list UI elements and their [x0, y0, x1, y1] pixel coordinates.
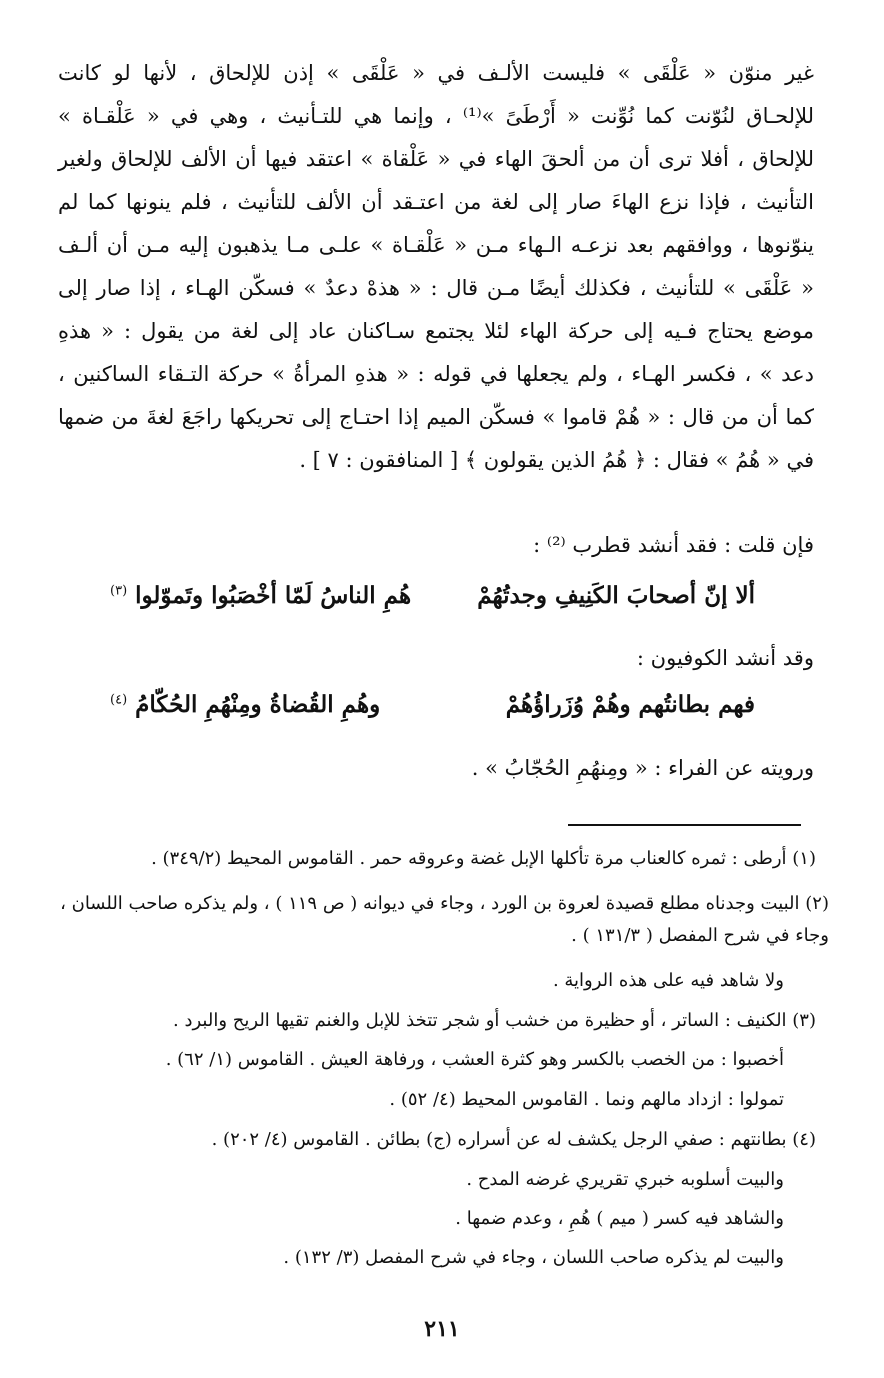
footnote-ref-3: (٣) [110, 583, 128, 599]
footnote-4-a: والبيت أسلوبه خبري تقريري غرضه المدح . [466, 1169, 784, 1190]
question-line: فإن قلت : فقد أنشد قطرب ⁽²⁾ : [533, 533, 814, 557]
footnote-4: (٤) بطانتهم : صفي الرجل يكشف له عن أسراره (ج) بطائن . القاموس (٤/ ٢٠٢) . [211, 1129, 816, 1150]
page-number: ٢١١ [424, 1316, 460, 1342]
footnote-3-a: أخصبوا : من الخصب بالكسر وهو كثرة العشب ، ورفاهة العيش . القاموس (١/ ٦٢) . [165, 1049, 784, 1070]
verse-1-first-hemistich: ألا إنّ أصحابَ الكَنِيفِ وجدتُهُمْ [477, 582, 755, 609]
paragraph-line: موضع يحتاج فـيه إلى حركة الهاء لئلا يجتمع سـاكنان عاد إلى لغة من يقول : « هذهِ [58, 319, 814, 343]
footnote-1: (١) أرطى : ثمره كالعناب مرة تأكلها الإبل غضة وعروقه حمر . القاموس المحيط (٣٤٩/٢) . [151, 848, 816, 869]
footnote-3: (٣) الكنيف : الساتر ، أو حظيرة من خشب أو شجر تتخذ للإبل والغنم تقيها الريح والبرد . [173, 1010, 816, 1031]
verse-2-first-hemistich: فهم بطانتُهم وهُمْ وُزَراؤُهُمْ [505, 691, 755, 718]
paragraph-line: غير منوّن « عَلْقَى » فليست الألـف في « عَلْقَى » إذن للإلحاق ، لأنها لو كانت [58, 61, 814, 85]
paragraph-line: للإلحـاق لنُوّنت كما نُوِّنت « أَرْطَىً »⁽¹⁾ ، وإنما هي للتـأنيث ، وهي في « عَلْقـاة » [58, 104, 814, 128]
kufiyun-line: وقد أنشد الكوفيون : [636, 646, 814, 670]
footnote-4-c: والبيت لم يذكره صاحب اللسان ، وجاء في شرح المفصل (٣/ ١٣٢) . [283, 1247, 784, 1268]
footnote-3-b: تمولوا : ازداد مالهم ونما . القاموس المحيط (٤/ ٥٢) . [389, 1089, 784, 1110]
verse-2-second-hemistich [110, 691, 380, 718]
paragraph-line: كما أن من قال : « هُمْ قاموا » فسكّن الميم إذا احتـاج إلى تحريكها راجَعَ لغةَ من ضمها [58, 405, 814, 429]
verse-1-second-text: هُمِ الناسُ لَمّا أخْصَبُوا وتَموّلوا [135, 582, 412, 609]
verse-1-second-hemistich [110, 582, 411, 609]
footnote-2-note: ولا شاهد فيه على هذه الرواية . [552, 970, 784, 991]
farra-line: ورويته عن الفراء : « ومِنهُمِ الحُجّابُ » . [471, 756, 814, 780]
paragraph-line: ينوّنوها ، ووافقهم بعد نزعـه الـهاء مـن « عَلْقـاة » علـى مـا يذهبون إليه مـن أن ألـف [58, 233, 814, 257]
verse-2 [110, 691, 755, 718]
paragraph-line: في « هُمُ » فقال : ﴿ هُمُ الذين يقولون ﴾ [ المنافقون : ٧ ] . [299, 448, 814, 472]
paragraph-line: للإلحاق ، أفلا ترى أن من ألحقَ الهاء في « عَلْقاة » اعتقد فيها أن الألف للإلحاق ولغير [58, 147, 814, 171]
footnote-4-b: والشاهد فيه كسر ( ميم ) هُمِ ، وعدم ضمها . [455, 1208, 784, 1229]
footnote-2: (٢) البيت وجدناه مطلع قصيدة لعروة بن الورد ، وجاء في ديوانه ( ص ١١٩ ) ، ولم يذكره صاحب اللسان ، وجاء في شرح المفصل ( ١٣١/٣ ) . [60, 893, 829, 946]
main-paragraph [58, 52, 814, 482]
verse-2-second-text: وهُمِ القُضاةُ ومِنْهُمِ الحُكّامُ [135, 691, 381, 718]
footnote-ref-4: (٤) [110, 692, 128, 708]
paragraph-line: دعد » ، فكسر الهـاء ، ولم يجعلها في قوله : « هذهِ المرأةُ » حركة التـقاء الساكنين ، [58, 362, 814, 386]
paragraph-line: التأنيث ، فإذا نزع الهاءَ صار إلى لغة من اعتـقد أن الألف للتأنيث ، فلم ينونها كما لم [58, 190, 814, 214]
footnote-separator [568, 824, 801, 826]
verse-1 [110, 582, 755, 609]
paragraph-line: « عَلْقَى » للتأنيث ، فكذلك أيضًا مـن قال : « هذهْ دعدٌ » فسكّن الهـاء ، إذا صار إلى [58, 276, 814, 300]
